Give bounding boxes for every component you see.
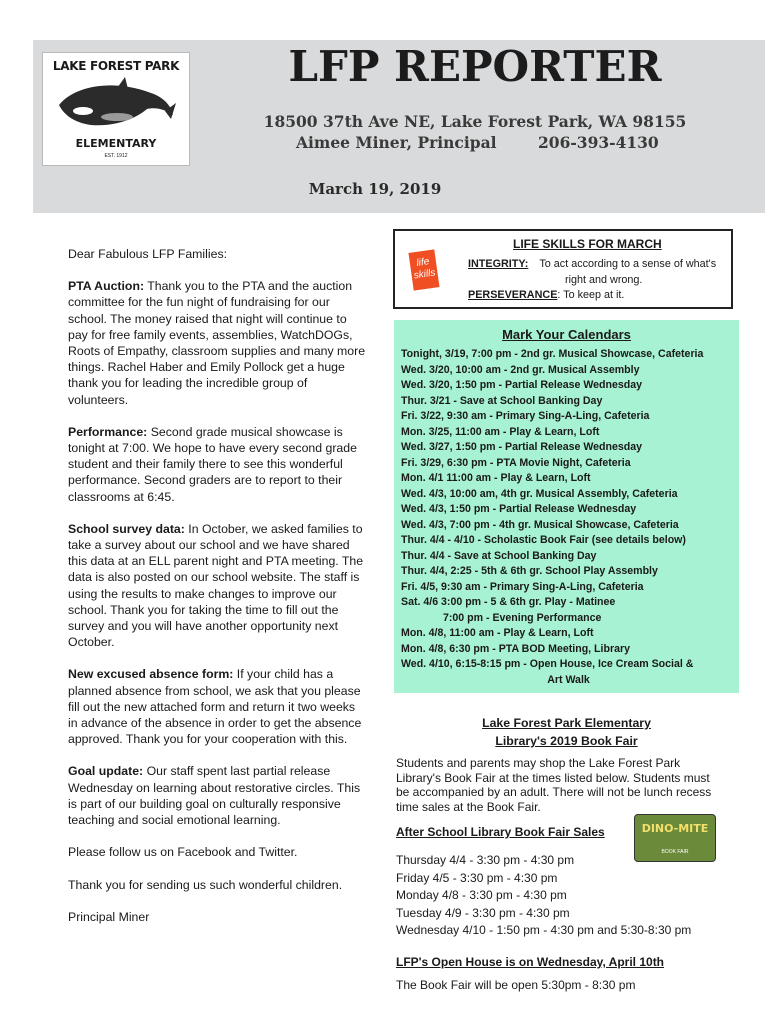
school-phone: 206-393-4130 [538, 133, 659, 152]
hours-row: Friday 4/5 - 3:30 pm - 4:30 pm [396, 870, 558, 885]
skill-name: PERSEVERANCE [468, 289, 558, 301]
calendar-item: Wed. 4/3, 1:50 pm - Partial Release Wednesday [401, 503, 637, 515]
letter-social: Please follow us on Facebook and Twitter. [68, 845, 298, 860]
letter-greeting: Dear Fabulous LFP Families: [68, 247, 228, 261]
calendar-item: Mon. 3/25, 11:00 am - Play & Learn, Loft [401, 425, 600, 438]
calendar-list [401, 347, 736, 688]
logo-top-text: LAKE FOREST PARK [52, 59, 180, 73]
school-logo [42, 52, 190, 166]
issue-date: March 19, 2019 [308, 180, 442, 198]
calendar-item: Wed. 3/20, 10:00 am - 2nd gr. Musical Assembly [401, 363, 640, 376]
section-text: Second grade musical showcase is tonight at 7:00. We hope to have every second grade student and their family there to see this wonderful performance. Second graders are to report to their classrooms at 6:45. [68, 424, 357, 504]
calendar-item: Wed. 3/20, 1:50 pm - Partial Release Wednesday [401, 379, 643, 391]
calendar-item: Mon. 4/8, 6:30 pm - PTA BOD Meeting, Library [401, 642, 630, 655]
section-heading: PTA Auction: [68, 279, 145, 294]
open-house-heading: LFP's Open House is on Wednesday, April 10th [396, 955, 665, 969]
calendar-item: Thur. 3/21 - Save at School Banking Day [401, 394, 603, 407]
hours-row: Monday 4/8 - 3:30 pm - 4:30 pm [396, 888, 567, 902]
skill-perseverance [468, 288, 624, 302]
section-text: If your child has a planned absence from school, we ask that you please fill out the new attached form and return it two weeks in advance of the absence in order to get the absence approved. Thank you for your cooperation with this. [68, 667, 362, 747]
calendar-item: Mon. 4/8, 11:00 am - Play & Learn, Loft [401, 627, 594, 639]
skill-definition: : To keep at it. [557, 289, 625, 301]
life-skills-box [393, 229, 733, 309]
skill-integrity-cont: right and wrong. [565, 274, 643, 286]
logo-established: EST. 1912 [104, 153, 128, 159]
skill-name: INTEGRITY: [468, 258, 529, 270]
section-heading: Performance: [68, 424, 148, 439]
logo-bottom-text: ELEMENTARY [75, 137, 157, 150]
life-skills-title: LIFE SKILLS FOR MARCH [513, 237, 662, 251]
book-fair-subheading: After School Library Book Fair Sales [396, 825, 605, 839]
section-heading: School survey data: [68, 521, 185, 536]
letter-section-survey [68, 521, 368, 651]
calendar-title: Mark Your Calendars [502, 327, 631, 342]
calendar-item: Mon. 4/1 11:00 am - Play & Learn, Loft [401, 472, 591, 484]
principal-name: Aimee Miner, Principal [296, 133, 497, 152]
letter-section-performance [68, 424, 368, 505]
calendar-item: Wed. 4/3, 10:00 am, 4th gr. Musical Assembly, Cafeteria [401, 487, 678, 500]
poster-title: DINO-MITE [641, 822, 709, 835]
section-text: Our staff spent last partial release Wednesday on learning about restorative circles. This is part of our building goal on culturally responsive teaching and social emotional learning. [68, 764, 361, 828]
book-fair-title-line2: Library's 2019 Book Fair [495, 734, 638, 748]
calendar-box [394, 320, 739, 693]
section-heading: Goal update: [68, 764, 144, 779]
skill-definition: To act according to a sense of what's [539, 258, 717, 270]
letter-signature: Principal Miner [68, 909, 150, 924]
hours-row: Thursday 4/4 - 3:30 pm - 4:30 pm [396, 853, 575, 867]
calendar-item: Thur. 4/4 - Save at School Banking Day [401, 549, 597, 562]
letter-section-pta [68, 278, 368, 408]
school-address: 18500 37th Ave NE, Lake Forest Park, WA 98155 [263, 112, 687, 131]
skill-integrity [468, 257, 716, 271]
hours-row: Wednesday 4/10 - 1:50 pm - 4:30 pm and 5:30-8:30 pm [396, 923, 692, 937]
hours-row: Tuesday 4/9 - 3:30 pm - 4:30 pm [396, 905, 570, 920]
letter-section-goal [68, 763, 368, 828]
book-fair-title [394, 714, 739, 750]
book-fair-open-hours: The Book Fair will be open 5:30pm - 8:30 pm [396, 978, 636, 992]
calendar-item: Sat. 4/6 3:00 pm - 5 & 6th gr. Play - Matinee [401, 596, 616, 608]
letter-section-absence [68, 666, 368, 747]
calendar-item: 7:00 pm - Evening Performance [443, 611, 602, 624]
calendar-item: Art Walk [547, 673, 590, 686]
section-heading: New excused absence form: [68, 667, 234, 682]
book-fair-title-line1: Lake Forest Park Elementary [482, 716, 651, 730]
principal-letter [68, 246, 368, 941]
newsletter-title: LFP REPORTER [288, 42, 662, 91]
calendar-item: Wed. 3/27, 1:50 pm - Partial Release Wednesday [401, 441, 643, 453]
orca-icon [55, 75, 177, 137]
section-text: In October, we asked families to take a survey about our school and we have shared this data at an ELL parent night and PTA meeting. The data is also posted on our school website. The staff is using the results to make changes to improve our school. Thank you for taking the time to fill out the survey and you will have another opportunity next October. [68, 521, 364, 650]
calendar-item: Wed. 4/10, 6:15-8:15 pm - Open House, Ice Cream Social & [401, 658, 694, 670]
section-text: Thank you to the PTA and the auction committee for the fun night of fundraising for our school. The money raised that night will continue to pay for free family events, assemblies, WatchDOGs, Roots of Empathy, classroom supplies and many more things. Rachel Haber and Emily Pollock get a huge thank you for leading the incredible group of volunteers. [68, 279, 366, 407]
letter-thanks: Thank you for sending us such wonderful children. [68, 877, 343, 892]
calendar-item: Fri. 3/29, 6:30 pm - PTA Movie Night, Cafeteria [401, 456, 631, 469]
calendar-item: Tonight, 3/19, 7:00 pm - 2nd gr. Musical Showcase, Cafeteria [401, 348, 704, 360]
book-fair-intro: Students and parents may shop the Lake Forest Park Library's Book Fair at the times listed below. Students must be accompanied by an adult. There will not be lunch recess time sales at the Book Fair. [396, 756, 712, 814]
calendar-item: Thur. 4/4, 2:25 - 5th & 6th gr. School Play Assembly [401, 565, 658, 577]
calendar-item: Fri. 4/5, 9:30 am - Primary Sing-A-Ling, Cafeteria [401, 580, 644, 593]
calendar-item: Thur. 4/4 - 4/10 - Scholastic Book Fair (see details below) [401, 534, 686, 546]
poster-subtitle: BOOK FAIR [661, 849, 689, 855]
calendar-item: Wed. 4/3, 7:00 pm - 4th gr. Musical Showcase, Cafeteria [401, 518, 679, 531]
calendar-item: Fri. 3/22, 9:30 am - Primary Sing-A-Ling, Cafeteria [401, 410, 650, 422]
book-fair-hours [396, 852, 736, 940]
life-skills-icon: life skills [408, 249, 439, 290]
